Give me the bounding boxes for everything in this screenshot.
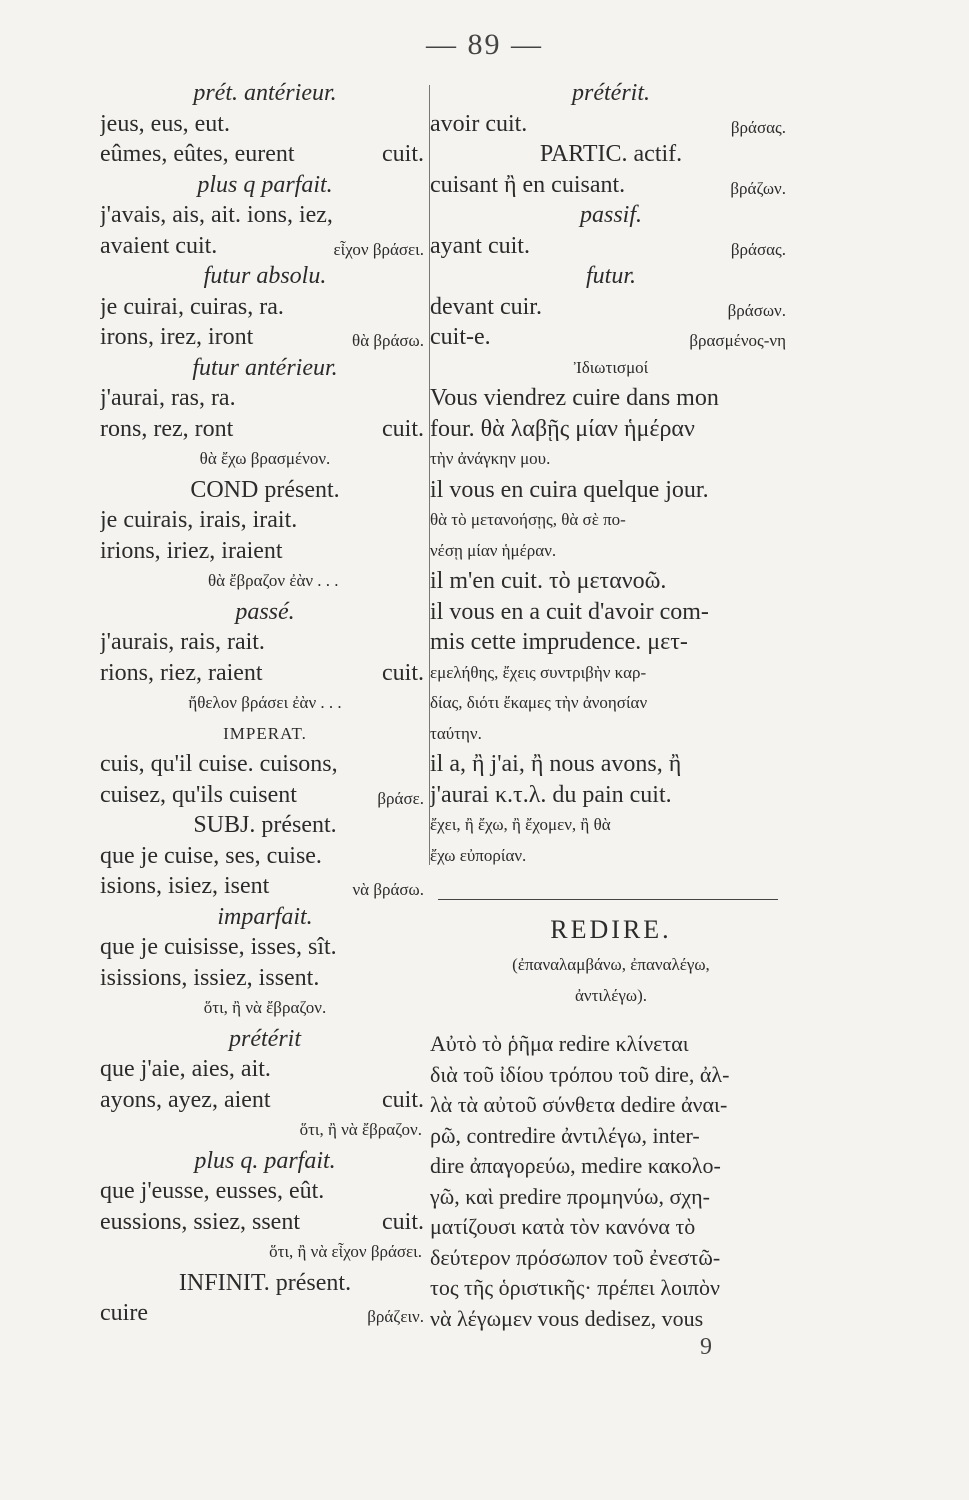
line-right-text: βρασμένος-νη (689, 331, 786, 350)
section-subtitle-line: ἀντιλέγω). (575, 985, 647, 1005)
text-line: PARTIC. actif. (539, 141, 683, 167)
text-line: INFINIT. présent. (178, 1269, 352, 1296)
text-line: imparfait. (217, 903, 313, 930)
line-main-text: rons, rez, ront (100, 415, 234, 442)
line-right-text: βράζων. (730, 178, 786, 198)
text-line (430, 170, 792, 201)
text-line: passif. (579, 202, 642, 228)
section-body-line: dire ἀπαγορεύω, medire κακολο- (430, 1153, 721, 1178)
text-line (100, 1207, 430, 1238)
text-line: que je cuise, ses, cuise. (100, 842, 322, 869)
text-line: j'avais, ais, ait. ions, iez, (100, 202, 333, 228)
text-line: cuis, qu'il cuise. cuisons, (100, 751, 338, 777)
text-line: je cuirais, irais, irait. (100, 507, 298, 533)
section-body-line: διὰ τοῦ ἰδίου τρόπου τοῦ dire, ἀλ- (430, 1061, 730, 1087)
line-main-text: irons, irez, iront (100, 324, 254, 350)
text-line: SUBJ. présent. (193, 812, 337, 838)
text-line: θὰ ἔχω βρασμένον. (199, 449, 331, 468)
text-line: il vous en a cuit d'avoir com- (430, 598, 709, 625)
text-line: τὴν ἀνάγκην μου. (430, 449, 551, 468)
text-line: Vous viendrez cuire dans mon (430, 385, 719, 411)
line-right-text: cuit. (382, 1086, 424, 1113)
line-right-text: βράζειν. (367, 1307, 424, 1326)
line-main-text: ayant cuit. (430, 232, 530, 259)
text-line: Ἰδιωτισμοί (573, 357, 649, 377)
line-right-text: εἶχον βράσει. (333, 239, 424, 259)
section-body-line: Αὐτὸ τὸ ῥῆμα redire κλίνεται (430, 1031, 689, 1056)
text-line (430, 231, 792, 262)
text-line: il m'en cuit. τὸ μετανοῶ. (430, 568, 667, 594)
text-line: θὰ τὸ μετανοήσῃς, θὰ σὲ πο- (430, 510, 626, 529)
line-main-text: avaient cuit. (100, 232, 218, 259)
text-line: isissions, issiez, issent. (100, 964, 320, 991)
text-line: que je cuisisse, isses, sît. (100, 934, 337, 960)
text-line: ὅτι, ἢ νὰ ἔβραζον. (299, 1120, 422, 1139)
text-line: jeus, eus, eut. (100, 110, 230, 137)
line-right-text: θὰ βράσω. (352, 331, 424, 350)
text-line: plus q. parfait. (194, 1147, 336, 1174)
text-line (100, 871, 430, 902)
section-divider (438, 899, 778, 900)
text-line: futur. (585, 263, 636, 289)
text-line (430, 292, 792, 323)
line-right-text: cuit. (382, 1208, 424, 1235)
text-line: prétérit (229, 1025, 301, 1052)
line-right-text: νὰ βράσω. (352, 880, 424, 899)
signature-mark: 9 (700, 1334, 712, 1360)
line-main-text: cuisant ἢ en cuisant. (430, 171, 626, 198)
text-line (100, 658, 430, 689)
text-line: j'aurais, rais, rait. (100, 629, 265, 655)
text-line: que j'eusse, eusses, eût. (100, 1178, 325, 1204)
text-line: ταύτην. (430, 723, 482, 743)
text-line: prétérit. (572, 80, 650, 106)
text-line: ἤθελον βράσει ἐὰν . . . (188, 693, 342, 712)
text-line: COND présent. (190, 476, 340, 503)
text-line: θὰ ἔβραζον ἐὰν . . . (208, 571, 339, 590)
text-line (100, 231, 430, 262)
text-line (100, 322, 430, 353)
page-number: — 89 — (426, 28, 543, 61)
text-line (100, 780, 430, 811)
line-main-text: rions, riez, raient (100, 659, 263, 686)
line-main-text: cuire (100, 1300, 148, 1326)
text-line: νέσῃ μίαν ἡμέραν. (430, 540, 557, 560)
section-subtitle-line: (ἐπαναλαμβάνω, ἐπαναλέγω, (512, 955, 710, 974)
text-line: passé. (235, 598, 295, 625)
right-column (430, 78, 792, 1334)
text-line: four. θὰ λαβῇς μίαν ἡμέραν (430, 415, 695, 442)
text-line: irions, iriez, iraient (100, 537, 283, 564)
right-column-top (430, 78, 792, 871)
section-body-line: ματίζουσι κατὰ τὸν κανόνα τὸ (430, 1214, 696, 1239)
line-right-text: cuit. (382, 415, 424, 442)
text-line: plus q parfait. (197, 171, 333, 198)
text-line: futur absolu. (203, 263, 327, 289)
text-line (100, 414, 430, 445)
line-main-text: cuisez, qu'ils cuisent (100, 781, 297, 808)
line-right-text: βράσας. (730, 117, 786, 137)
text-line: δίας, διότι ἔκαμες τὴν ἀνοησίαν (430, 693, 648, 712)
section-body-line: γῶ, καὶ predire προμηνύω, σχη- (430, 1183, 710, 1209)
text-line: ὅτι, ἢ νὰ εἶχον βράσει. (269, 1242, 422, 1261)
line-main-text: cuit-e. (430, 324, 491, 350)
text-line: j'aurai κ.τ.λ. du pain cuit. (430, 781, 672, 808)
text-line (100, 1298, 430, 1329)
text-line: que j'aie, aies, ait. (100, 1056, 271, 1082)
left-column (100, 78, 430, 1329)
text-line: prét. antérieur. (193, 80, 337, 106)
text-line: futur antérieur. (192, 354, 338, 381)
text-line: ἔχω εὐπορίαν. (430, 845, 527, 865)
section-body-line: δεύτερον πρόσωπον τοῦ ἐνεστῶ- (430, 1244, 721, 1270)
line-main-text: devant cuir. (430, 293, 542, 320)
text-line: je cuirai, cuiras, ra. (100, 293, 284, 320)
line-right-text: βράσων. (727, 300, 786, 320)
text-line: ἔχει, ἢ ἔχω, ἢ ἔχομεν, ἢ θὰ (430, 815, 611, 834)
text-line: εμελήθης, ἔχεις συντριβὴν καρ- (430, 662, 647, 682)
line-main-text: ayons, ayez, aient (100, 1086, 271, 1113)
text-line (430, 109, 792, 140)
text-line: IMPERAT. (223, 723, 307, 743)
line-main-text: isions, isiez, isent (100, 873, 270, 899)
text-line: il a, ἢ j'ai, ἢ nous avons, ἢ (430, 751, 682, 777)
line-main-text: eûmes, eûtes, eurent (100, 141, 295, 167)
text-line: j'aurai, ras, ra. (100, 385, 236, 411)
line-main-text: eussions, ssiez, ssent (100, 1208, 300, 1235)
section-body (430, 1029, 792, 1334)
section-title: REDIRE. (550, 915, 672, 944)
section-body-line: λὰ τὰ αὐτοῦ σύνθετα dedire ἀναι- (430, 1092, 728, 1117)
line-right-text: cuit. (382, 659, 424, 686)
text-line: mis cette imprudence. μετ- (430, 629, 688, 655)
text-line (100, 139, 430, 170)
text-line (430, 322, 792, 353)
section-body-line: τος τῆς ὁριστικῆς· πρέπει λοιπὸν (430, 1275, 720, 1300)
section-body-line: ρῶ, contredire ἀντιλέγω, inter- (430, 1122, 700, 1148)
line-right-text: cuit. (382, 141, 424, 167)
text-line (100, 1085, 430, 1116)
section-body-line: νὰ λέγωμεν vous dedisez, vous (430, 1305, 704, 1331)
line-right-text: βράσε. (377, 788, 424, 808)
line-main-text: avoir cuit. (430, 110, 528, 137)
line-right-text: βράσας. (730, 239, 786, 259)
text-line: il vous en cuira quelque jour. (430, 476, 709, 503)
text-line: ὅτι, ἢ νὰ ἔβραζον. (203, 998, 327, 1017)
